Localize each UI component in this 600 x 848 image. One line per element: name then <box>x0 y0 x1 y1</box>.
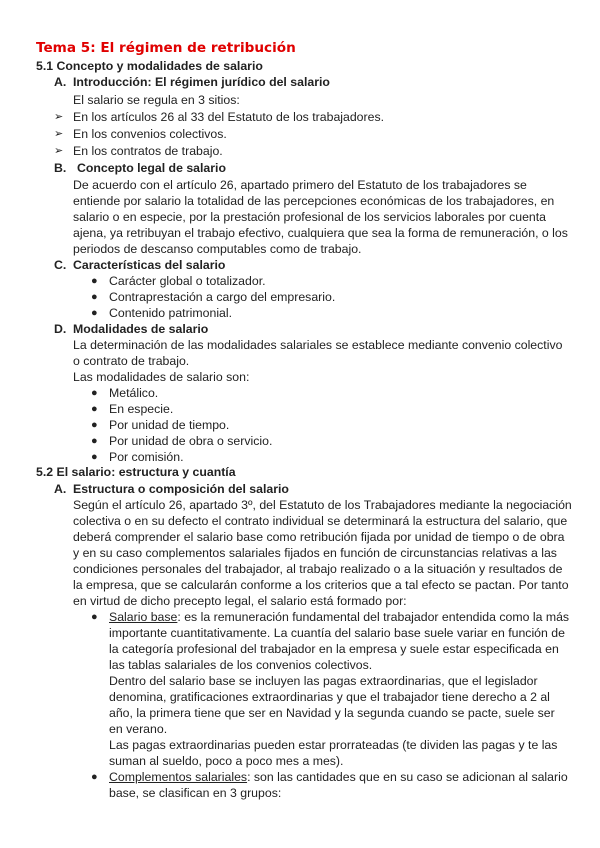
paragraph-line: importante cuantitativamente. La cuantía del salario base suele variar en función de <box>109 626 565 640</box>
bullet-icon: ● <box>91 275 98 287</box>
paragraph-line: Las pagas extraordinarias pueden estar prorrateadas (te dividen las pagas y te las <box>109 738 558 752</box>
subsection-5-1-c-label: C. <box>54 258 67 272</box>
paragraph-line: Las modalidades de salario son: <box>73 370 250 384</box>
paragraph-line: Según el artículo 26, apartado 3º, del Estatuto de los Trabajadores mediante la negociación <box>73 498 572 512</box>
list-item: En los artículos 26 al 33 del Estatuto de los trabajadores. <box>73 110 385 124</box>
arrow-bullet-icon: ➢ <box>54 145 64 157</box>
bullet-icon: ● <box>91 435 98 447</box>
paragraph-line: la categoría profesional del trabajador en la empresa y suele estar especificada en <box>109 642 559 656</box>
document-title: Tema 5: El régimen de retribución <box>36 40 296 56</box>
list-item: En especie. <box>109 402 174 416</box>
list-item: Carácter global o totalizador. <box>109 274 266 288</box>
paragraph-line: base, se clasifican en 3 grupos: <box>109 786 282 800</box>
list-item: En los convenios colectivos. <box>73 127 227 141</box>
paragraph-line: entiende por salario la totalidad de las percepciones económicas de los trabajadores, en <box>73 194 555 208</box>
bullet-icon: ● <box>91 291 98 303</box>
list-item: Contenido patrimonial. <box>109 306 233 320</box>
subsection-5-1-a-label: A. <box>54 75 67 89</box>
paragraph-line: año, la primera tiene que ser en Navidad y la segunda cuando se pacte, suele ser <box>109 706 555 720</box>
subsection-5-1-d-heading: Modalidades de salario <box>73 322 209 336</box>
paragraph-line: Dentro del salario base se incluyen las pagas extraordinarias, que el legislador <box>109 674 538 688</box>
subsection-5-2-a-heading: Estructura o composición del salario <box>73 482 289 496</box>
salario-base-item <box>109 609 569 625</box>
paragraph-line: denomina, gratificaciones extraordinarias y que el trabajador tiene derecho a 2 al <box>109 690 550 704</box>
paragraph-line: y en su caso complementos salariales fijados en función de circunstancias relativas a las <box>73 546 557 560</box>
subsection-5-1-b-heading: Concepto legal de salario <box>77 161 226 175</box>
paragraph-line: deberá comprender el salario base como retribución fijada por unidad de tiempo o de obra <box>73 530 565 544</box>
section-5-2-heading: 5.2 El salario: estructura y cuantía <box>36 465 236 479</box>
subsection-5-1-b-label: B. <box>54 161 67 175</box>
subsection-5-1-c-heading: Características del salario <box>73 258 226 272</box>
paragraph-line: La determinación de las modalidades salariales se establece mediante convenio colectivo <box>73 338 563 352</box>
subsection-5-1-a-heading: Introducción: El régimen jurídico del salario <box>73 75 330 89</box>
bullet-icon: ● <box>91 307 98 319</box>
paragraph-line: periodos de descanso computables como de trabajo. <box>73 242 362 256</box>
paragraph-line: colectiva o en su defecto el contrato individual se determinará la estructura del salario, que <box>73 514 568 528</box>
section-5-1-heading: 5.1 Concepto y modalidades de salario <box>36 59 263 73</box>
list-item: Metálico. <box>109 386 159 400</box>
subsection-5-2-a-label: A. <box>54 482 67 496</box>
paragraph-line: ajena, ya retribuyan el trabajo efectivo, cualquiera que sea la forma de remuneración, o los <box>73 226 568 240</box>
list-item: Por unidad de obra o servicio. <box>109 434 273 448</box>
paragraph-line: la empresa, que se calcularán conforme a los criterios que a tal efecto se pactan. Por tanto <box>73 578 569 592</box>
paragraph-line: condiciones personales del trabajador, al trabajo realizado o a la situación y resultados de <box>73 562 563 576</box>
paragraph-line: salario o en especie, por la prestación profesional de los servicios laborales por cuenta <box>73 210 547 224</box>
arrow-bullet-icon: ➢ <box>54 111 64 123</box>
bullet-icon: ● <box>91 419 98 431</box>
bullet-icon: ● <box>91 771 98 783</box>
paragraph-line: El salario se regula en 3 sitios: <box>73 93 240 107</box>
complementos-salariales-term: Complementos salariales <box>109 770 248 784</box>
paragraph-line: las tablas salariales de los convenios colectivos. <box>109 658 373 672</box>
salario-base-term: Salario base <box>109 610 178 624</box>
salario-base-definition: : es la remuneración fundamental del trabajador entendida como la más <box>177 610 570 624</box>
list-item: Por comisión. <box>109 450 184 464</box>
list-item: En los contratos de trabajo. <box>73 144 223 158</box>
list-item: Por unidad de tiempo. <box>109 418 230 432</box>
paragraph-line: suman al sueldo, poco a poco mes a mes). <box>109 754 344 768</box>
subsection-5-1-d-label: D. <box>54 322 67 336</box>
paragraph-line: en verano. <box>109 722 168 736</box>
list-item: Contraprestación a cargo del empresario. <box>109 290 336 304</box>
bullet-icon: ● <box>91 451 98 463</box>
bullet-icon: ● <box>91 387 98 399</box>
complementos-salariales-item <box>109 769 568 785</box>
paragraph-line: en virtud de dicho precepto legal, el salario está formado por: <box>73 594 407 608</box>
paragraph-line: De acuerdo con el artículo 26, apartado primero del Estatuto de los trabajadores se <box>73 178 527 192</box>
bullet-icon: ● <box>91 403 98 415</box>
paragraph-line: o contrato de trabajo. <box>73 354 190 368</box>
bullet-icon: ● <box>91 611 98 623</box>
arrow-bullet-icon: ➢ <box>54 128 64 140</box>
complementos-salariales-definition: : son las cantidades que en su caso se adicionan al salario <box>247 770 568 784</box>
